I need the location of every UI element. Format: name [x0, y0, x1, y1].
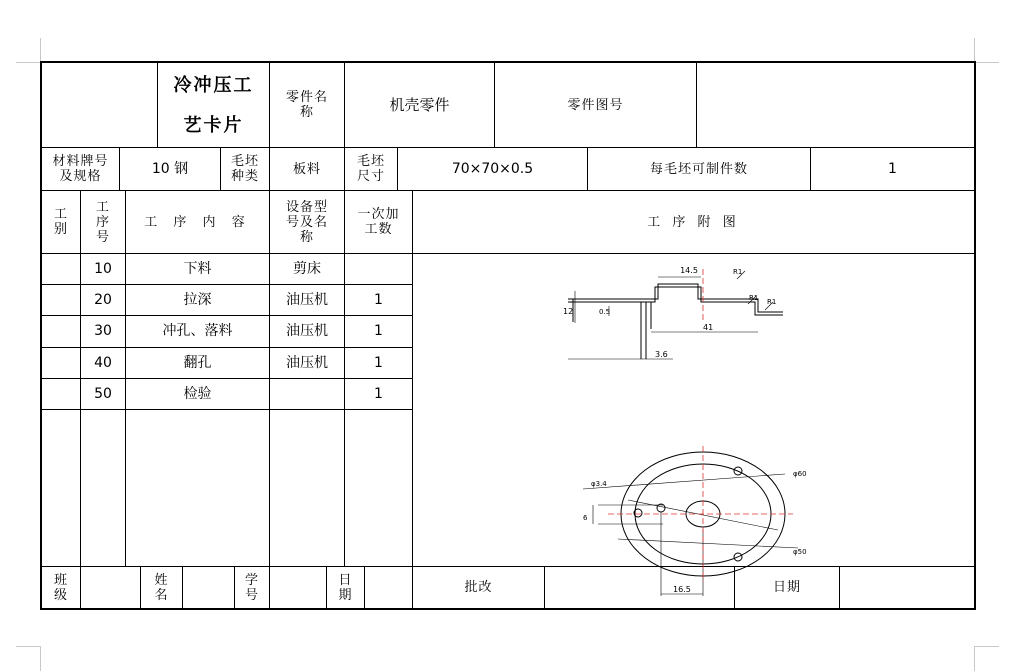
step-no: 10 — [94, 260, 112, 277]
step-count: 1 — [374, 323, 383, 339]
blank-type-value: 板料 — [292, 161, 321, 177]
page-corner-mark — [16, 38, 41, 63]
col-category-header: 工 别 — [53, 207, 68, 237]
class-value[interactable] — [81, 567, 140, 608]
step-equipment — [270, 379, 344, 409]
dim-label: φ50 — [793, 548, 807, 556]
part-name-value: 机壳零件 — [389, 95, 450, 114]
col-drawing-header: 工 序 附 图 — [647, 214, 740, 230]
date2-label: 日期 — [772, 580, 801, 595]
dim-label: φ60 — [793, 470, 807, 478]
step-content: 冲孔、落料 — [162, 323, 233, 339]
step-equipment: 剪床 — [293, 260, 321, 277]
step-count — [345, 254, 412, 284]
col-content-header: 工 序 内 容 — [144, 214, 251, 230]
process-card — [40, 61, 976, 610]
name-value[interactable] — [183, 567, 234, 608]
drawing-no-value[interactable] — [697, 63, 974, 147]
dim-label: φ3.4 — [591, 480, 607, 488]
dim-label: 16.5 — [673, 585, 691, 594]
step-no: 30 — [94, 323, 112, 339]
dim-label: 6 — [583, 514, 588, 522]
row-divider — [42, 409, 412, 410]
correction-label: 批改 — [464, 580, 493, 595]
parts-per-blank-label: 每毛坯可制件数 — [649, 161, 748, 177]
blank-type-label: 毛坯 种类 — [230, 154, 259, 184]
step-equipment: 油压机 — [286, 323, 328, 339]
step-count: 1 — [374, 291, 383, 308]
step-content: 检验 — [183, 385, 212, 402]
step-no: 40 — [94, 354, 112, 371]
page-corner-mark — [16, 646, 41, 671]
step-equipment: 油压机 — [286, 354, 328, 371]
parts-per-blank-value: 1 — [888, 160, 897, 177]
date2-value[interactable] — [840, 567, 974, 608]
date-label: 日 期 — [338, 572, 353, 603]
step-count: 1 — [374, 385, 383, 402]
dim-label: 41 — [703, 323, 714, 332]
page-corner-mark — [974, 646, 999, 671]
step-no: 50 — [94, 385, 112, 402]
dim-label: 0.5 — [599, 308, 611, 316]
step-no: 20 — [94, 291, 112, 308]
dim-leader — [618, 539, 798, 548]
step-content: 拉深 — [183, 291, 212, 308]
step-equipment: 油压机 — [286, 291, 328, 308]
step-content: 翻孔 — [183, 354, 212, 371]
col-equipment-header: 设备型 号及名 称 — [285, 199, 328, 245]
drawing-no-label: 零件图号 — [567, 97, 624, 113]
student-no-label: 学 号 — [244, 572, 259, 603]
col-count-header: 一次加 工数 — [357, 207, 400, 237]
blank-size-label: 毛坯 尺寸 — [356, 154, 385, 184]
blank-size-value: 70×70×0.5 — [451, 160, 534, 177]
page-corner-mark — [974, 38, 999, 63]
step-count: 1 — [374, 354, 383, 371]
dim-label: 3.6 — [655, 350, 668, 359]
material-label: 材料牌号 及规格 — [52, 154, 109, 184]
material-value: 10 钢 — [151, 160, 189, 177]
student-no-value[interactable] — [270, 567, 326, 608]
correction-value[interactable] — [545, 567, 734, 608]
dim-label: 14.5 — [680, 266, 698, 275]
card-title: 艺卡片 — [183, 114, 244, 136]
dim-label: R1 — [733, 268, 743, 276]
card-title: 冷冲压工 — [173, 74, 254, 96]
date-value[interactable] — [365, 567, 412, 608]
dim-label: R1 — [767, 298, 777, 306]
col-step-no-header: 工 序 号 — [95, 199, 110, 245]
step-content: 下料 — [183, 260, 212, 277]
class-label: 班 级 — [53, 572, 68, 603]
part-name-label: 零件名 称 — [285, 90, 328, 120]
dim-label: 12 — [563, 307, 574, 316]
dim-label: R1 — [749, 294, 759, 302]
name-label: 姓 名 — [154, 572, 169, 603]
